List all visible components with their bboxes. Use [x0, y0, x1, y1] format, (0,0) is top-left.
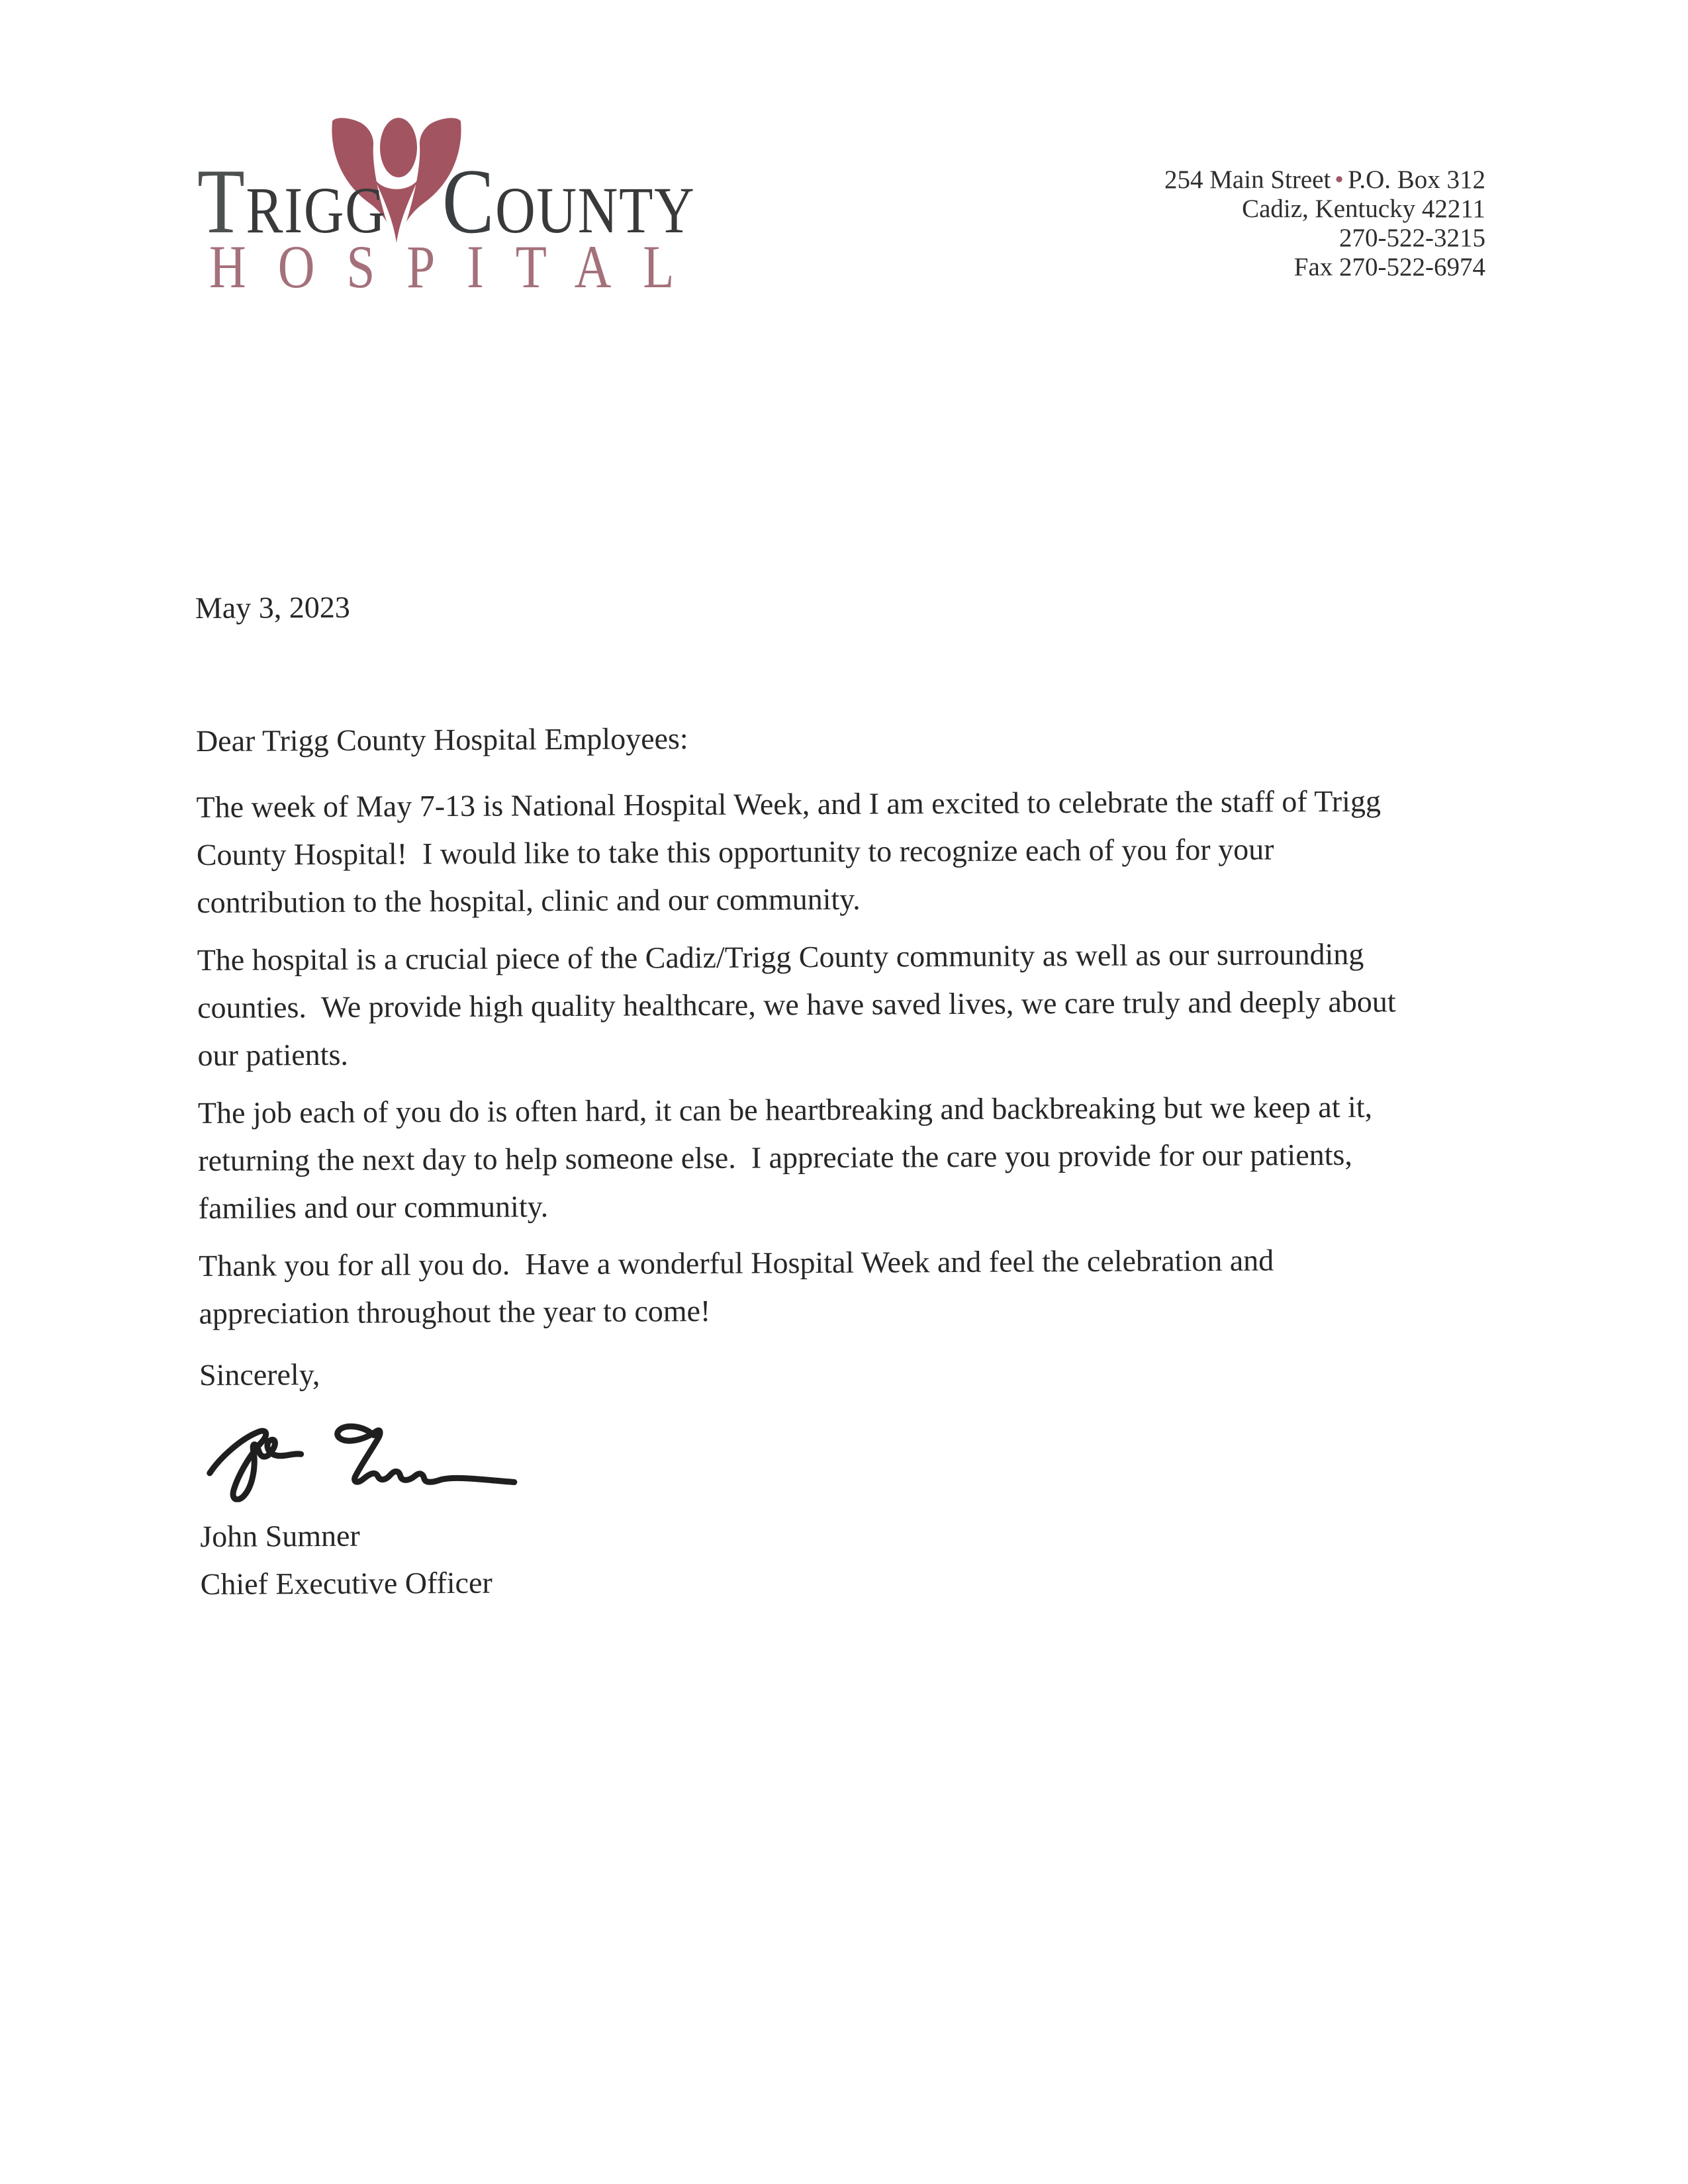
address-phone: 270-522-3215: [1339, 224, 1485, 252]
closing: Sincerely,: [199, 1357, 320, 1392]
signer-name: John Sumner: [200, 1518, 360, 1553]
logo-hospital-word: HOSPITAL: [209, 233, 706, 300]
logo-trigg-initial: T: [197, 150, 246, 253]
bullet-separator-icon: •: [1335, 165, 1344, 194]
letter-body: [192, 0, 1527, 2184]
address-city-state-zip: Cadiz, Kentucky 42211: [1242, 195, 1485, 223]
signer-title: Chief Executive Officer: [200, 1565, 492, 1601]
logo-county-rest: OUNTY: [495, 173, 696, 247]
paragraph-2: The hospital is a crucial piece of the Cadiz/Trigg County community as well as our surrounding counties. We provide high quality healthcare, we have saved lives, we care truly and deeply about our patients.: [197, 936, 1396, 1072]
paragraph-4: Thank you for all you do. Have a wonderful Hospital Week and feel the celebration and appreciation throughout the year to come!: [199, 1243, 1274, 1330]
address-po-box: P.O. Box 312: [1347, 165, 1485, 194]
signature-block: [200, 1512, 492, 1608]
address-fax: Fax 270-522-6974: [1293, 253, 1485, 281]
letter-paragraphs: [196, 777, 1523, 1347]
salutation: Dear Trigg County Hospital Employees:: [195, 721, 688, 758]
paragraph-1: The week of May 7-13 is National Hospital Week, and I am excited to celebrate the staff of Trigg County Hospital! I would like to take this opportunity to recognize each of you for your contribution to the hospital, clinic and our community.: [196, 784, 1382, 920]
paragraph-3: The job each of you do is often hard, it can be heartbreaking and backbreaking but we keep at it, returning the next day to help someone else. I appreciate the care you provide for our patients, families and our community.: [197, 1089, 1373, 1225]
logo-county-initial: C: [442, 150, 496, 253]
signature-handwritten: [203, 1414, 574, 1502]
logo-trigg-rest: RIGG: [246, 173, 387, 247]
letter-date: May 3, 2023: [195, 590, 350, 625]
address-street: 254 Main Street: [1164, 165, 1331, 194]
